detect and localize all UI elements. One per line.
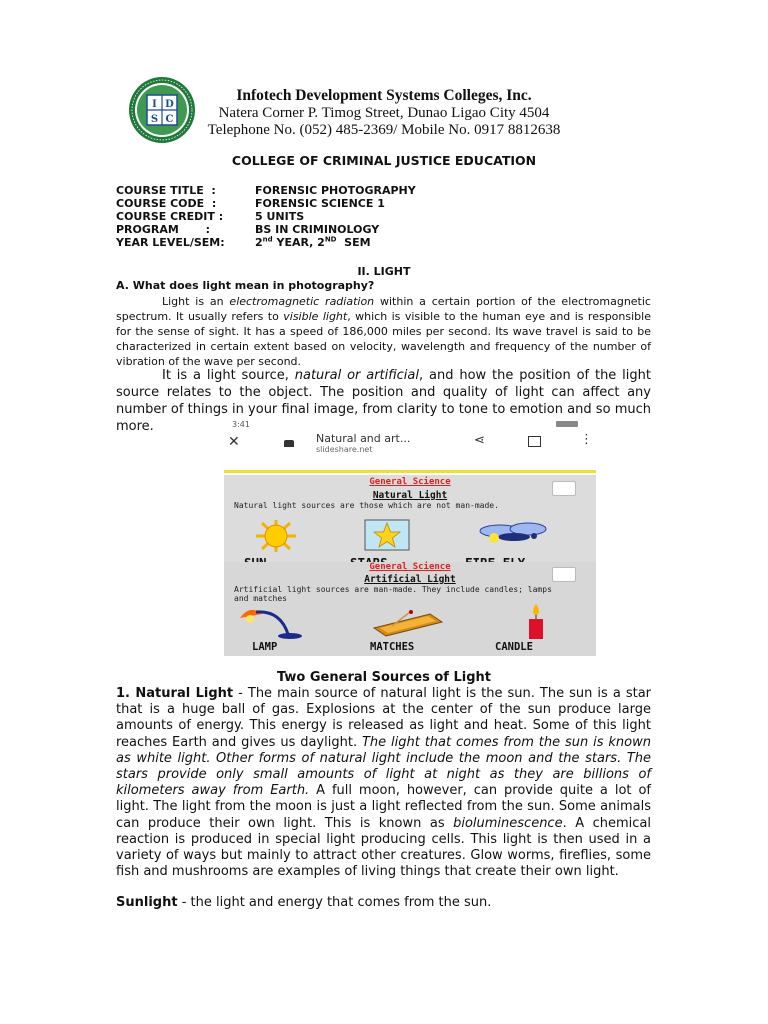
logo-letter-2: D [165, 99, 174, 110]
lock-icon [284, 440, 294, 447]
candle-icon [524, 602, 548, 640]
institution-address: Natera Corner P. Timog Street, Dunao Ligao City 4504 [218, 105, 550, 121]
matches-label: MATCHES [370, 641, 415, 653]
battery-icon [556, 421, 578, 427]
share-icon: ⋖ [474, 433, 485, 448]
section-title: II. LIGHT [357, 265, 411, 278]
sunlight-lead: Sunlight [116, 895, 178, 910]
college-title: COLLEGE OF CRIMINAL JUSTICE EDUCATION [231, 153, 537, 168]
phone-page-title: Natural and art... [316, 432, 411, 445]
program-value: BS IN CRIMINOLOGY [255, 223, 380, 236]
slide-title: Natural Light [372, 490, 448, 501]
section-question: A. What does light mean in photography? [116, 279, 375, 292]
course-code-label: COURSE CODE : [116, 197, 217, 210]
phone-status-bar [208, 420, 596, 430]
phone-app-bar [208, 430, 596, 470]
candle-label: CANDLE [495, 641, 533, 653]
phone-accent-line [224, 470, 596, 473]
sun-icon [248, 519, 304, 553]
institution-name: Infotech Development Systems Colleges, Inc. [236, 87, 532, 104]
paragraph-sunlight: Sunlight - the light and energy that comes from the sun. [116, 895, 492, 910]
slide-subject: General Science [369, 477, 451, 487]
slide-bookmark-icon [552, 481, 576, 496]
slide-description: Artificial light sources are man-made. They include candles; lamps and matches [234, 585, 552, 603]
bookmark-icon [528, 436, 541, 447]
more-options-icon: ⋮ [580, 432, 593, 447]
slide-title: Artificial Light [364, 574, 456, 585]
course-credit-label: COURSE CREDIT : [116, 210, 224, 223]
slide-subject: General Science [369, 562, 451, 572]
natural-light-slide [224, 475, 596, 574]
natural-light-lead: 1. Natural Light [116, 686, 234, 701]
firefly-icon [472, 519, 556, 549]
logo-letter-4: C [165, 114, 174, 125]
embedded-slideshare-screenshot [208, 420, 596, 656]
paragraph-light-definition: Light is an electromagnetic radiation within a certain portion of the electromagnetic spectrum. It usually refers to visible light, which is visible to the human eye and is responsible for the sense of sight. It has a speed of 186,000 miles per second. Its wave travel is said to be characterized in certain extent based on velocity, wavelength and frequency of the number of vibration of the wave per second. [116, 295, 651, 368]
phone-time: 3:41 [232, 420, 250, 429]
college-seal-logo [128, 76, 196, 144]
close-icon: ✕ [228, 434, 240, 450]
course-title-label: COURSE TITLE : [116, 184, 216, 197]
year-level-label: YEAR LEVEL/SEM: [116, 236, 225, 249]
institution-telephone: Telephone No. (052) 485-2369/ Mobile No. 0917 8812638 [207, 122, 561, 138]
program-label: PROGRAM : [116, 223, 211, 236]
logo-letter-3: S [150, 114, 159, 125]
matches-icon [364, 608, 448, 640]
course-credit-value: 5 UNITS [255, 210, 305, 223]
star-icon [364, 519, 410, 551]
slide-bookmark-icon [552, 567, 576, 582]
artificial-light-slide [224, 562, 596, 656]
course-code-value: FORENSIC SCIENCE 1 [255, 197, 385, 210]
lamp-icon [236, 604, 306, 640]
sources-heading: Two General Sources of Light [276, 670, 491, 685]
slide-description: Natural light sources are those which are not man-made. [234, 501, 499, 510]
lamp-label: LAMP [252, 641, 278, 653]
paragraph-natural-light: 1. Natural Light - The main source of natural light is the sun. The sun is a star that is a huge ball of gas. Explosions at the center of the sun produce large amounts of energy. This energy is released as light and heat. Some of this light reaches Earth and gives us daylight. The light that comes from the sun is known as white light. Other forms of natural light include the moon and the stars. The stars provide only small amounts of light at night as they are billions of kilometers away from Earth. A full moon, however, can provide quite a lot of light. The light from the moon is just a light reflected from the sun. Some animals can produce their own light. This is known as bioluminescence. A chemical reaction is produced in special light producing cells. This light is then used in a variety of ways but mainly to attract other creatures. Glow worms, fireflies, some fish and mushrooms are examples of living things that create their own light. [116, 686, 651, 880]
paragraph-light-source: It is a light source, natural or artificial, and how the position of the light source relates to the object. The position and quality of light can affect any number of things in your final image, from clarity to tone to emotion and so much more. [116, 368, 651, 434]
year-level-value: 2nd YEAR, 2ND SEM [255, 235, 371, 249]
phone-site: slideshare.net [316, 445, 373, 454]
logo-letter-1: I [152, 99, 157, 110]
course-title-value: FORENSIC PHOTOGRAPHY [255, 184, 416, 197]
